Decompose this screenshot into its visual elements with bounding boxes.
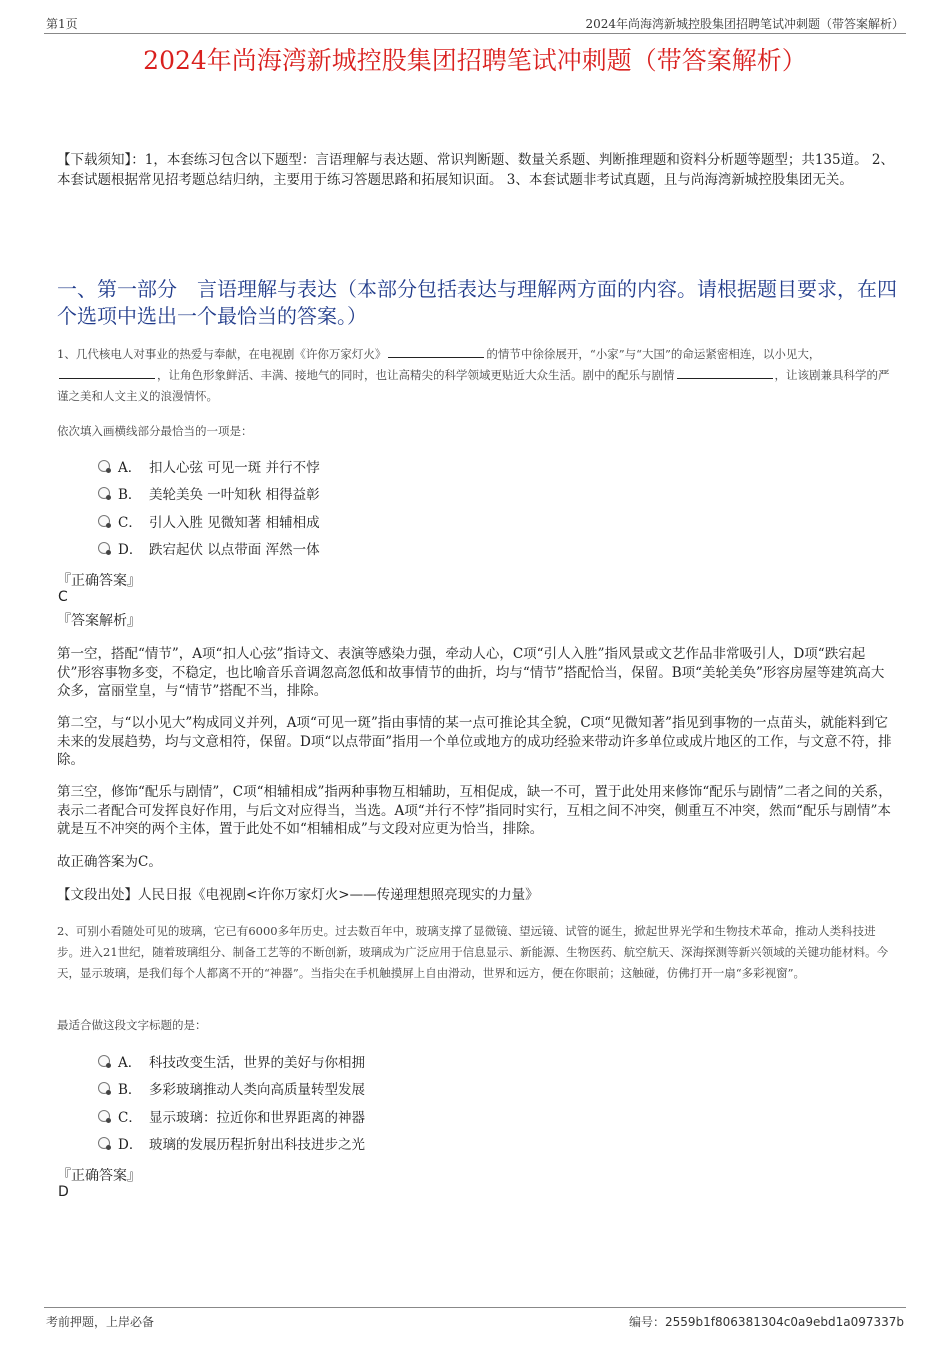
radio-icon[interactable] [98,1082,110,1094]
radio-icon[interactable] [98,460,110,472]
analysis-paragraph-3: 第三空，修饰“配乐与剧情”，C项“相辅相成”指两种事物互相辅助，互相促成，缺一不可，置于此处用来修饰“配乐与剧情”二者之间的关系，表示二者配合可发挥良好作用，与后文对应得当，当选。A项“并行不悖”指同时实行，互相之间不冲突，侧重互不冲突，然而“配乐与剧情”本就是互不冲突的两个主体，置于此处不如“相辅相成”与文段对应更为恰当，排除。 [57,784,892,837]
radio-icon[interactable] [98,1110,110,1122]
source-citation: 【文段出处】人民日报《电视剧<许你万家灯火>——传递理想照亮现实的力量》 [57,887,539,903]
radio-icon[interactable] [98,1137,110,1149]
option-letter: A． [118,1054,142,1071]
option-letter: B． [118,1082,142,1099]
option-a[interactable] [98,1047,365,1075]
radio-icon[interactable] [98,515,110,527]
option-letter: C． [118,1109,142,1126]
option-c[interactable] [98,1102,365,1130]
radio-icon[interactable] [98,542,110,554]
section-title: 一、第一部分 言语理解与表达（本部分包括表达与理解两方面的内容。请根据题目要求，在四个选项中选出一个最恰当的答案。） [57,277,897,328]
option-a[interactable] [98,452,320,480]
radio-icon[interactable] [98,487,110,499]
option-letter: D． [118,542,143,559]
option-text: 引人入胜 见微知著 相辅相成 [149,514,320,531]
option-text: 跌宕起伏 以点带面 浑然一体 [149,542,320,559]
code-value: 2559b1f806381304c0a9ebd1a097337b [665,1315,904,1329]
stem-text: 的情节中徐徐展开，“小家”与“大国”的命运紧密相连，以小见大， [486,347,821,361]
option-text: 玻璃的发展历程折射出科技进步之光 [149,1137,365,1154]
stem-text: ，让角色形象鲜活、丰满、接地气的同时，也让高精尖的科学领域更贴近大众生活。剧中的配乐与剧情 [157,368,675,382]
footer-slogan: 考前押题，上岸必备 [46,1315,155,1329]
option-text: 多彩玻璃推动人类向高质量转型发展 [149,1082,365,1099]
answer-value: C [58,589,68,605]
blank-2 [59,367,155,379]
radio-icon[interactable] [98,1055,110,1067]
document-title: 2024年尚海湾新城控股集团招聘笔试冲刺题（带答案解析） [143,46,807,75]
blank-3 [677,367,773,379]
question-2-stem: 2、可别小看随处可见的玻璃，它已有6000多年历史。过去数百年中，玻璃支撑了显微镜、望远镜、试管的诞生，掀起世界光学和生物技术革命，推动人类科技进步。进入21世纪，随着玻璃组分、制备工艺等的不断创新，玻璃成为广泛应用于信息显示、新能源、生物医药、航空航天、深海探测等新兴领域的关键功能材料。今天，显示玻璃，是我们每个人都离不开的“神器”。当指尖在手机触摸屏上自由滑动，世界和远方，便在你眼前；这触碰，仿佛打开一扇“多彩视窗”。 [57,924,889,980]
answer-value: D [58,1184,69,1200]
stem-text: ，让该剧兼具科学的严谨之美和人文主义的浪漫情怀。 [57,368,890,403]
option-letter: B． [118,487,142,504]
question-1-stem [57,344,897,407]
header-doc-title: 2024年尚海湾新城控股集团招聘笔试冲刺题（带答案解析） [585,17,904,31]
analysis-paragraph-2: 第二空，与“以小见大”构成同义并列，A项“可见一斑”指由事情的某一点可推论其全貌，C项“见微知著”指见到事物的一点苗头，就能料到它未来的发展趋势，均与文意相符，保留。D项“以点带面”指用一个单位或地方的成功经验来带动许多单位或成片地区的工作，与文意不符，排除。 [57,715,892,768]
option-b[interactable] [98,1075,365,1103]
question-1-options [98,452,320,562]
document-code [629,1313,904,1330]
question-1-prompt: 依次填入画横线部分最恰当的一项是： [57,424,253,438]
code-label: 编号： [629,1315,666,1329]
option-d[interactable] [98,535,320,563]
option-letter: A． [118,459,142,476]
page-header [44,12,906,34]
download-notice: 【下载须知】：1，本套练习包含以下题型：言语理解与表达题、常识判断题、数量关系题、判断推理题和资料分析题等题型；共135道。 2、本套试题根据常见招考题总结归纳，主要用于练习答题思路和拓展知识面。 3、本套试题非考试真题，且与尚海湾新城控股集团无关。 [57,152,894,188]
option-c[interactable] [98,507,320,535]
option-letter: C． [118,514,142,531]
option-b[interactable] [98,480,320,508]
option-letter: D． [118,1137,143,1154]
option-d[interactable] [98,1130,365,1158]
answer-label: 『正确答案』 [57,1168,141,1184]
stem-text: 1、几代核电人对事业的热爱与奉献，在电视剧《许你万家灯火》 [57,347,387,361]
blank-1 [388,346,484,358]
analysis-label: 『答案解析』 [57,613,141,629]
option-text: 美轮美奂 一叶知秋 相得益彰 [149,487,320,504]
analysis-conclusion: 故正确答案为C。 [57,854,162,870]
analysis-paragraph-1: 第一空，搭配“情节”，A项“扣人心弦”指诗文、表演等感染力强，牵动人心，C项“引人入胜”指风景或文艺作品非常吸引人，D项“跌宕起伏”形容事物多变，不稳定，也比喻音乐音调忽高忽低和故事情节的曲折，均与“情节”搭配恰当，保留。B项“美轮美奂”形容房屋等建筑高大众多，富丽堂皇，与“情节”搭配不当，排除。 [57,646,885,699]
option-text: 扣人心弦 可见一斑 并行不悖 [149,459,320,476]
question-2-options [98,1047,365,1157]
option-text: 显示玻璃：拉近你和世界距离的神器 [149,1109,365,1126]
page-footer [44,1307,906,1327]
question-2-prompt: 最适合做这段文字标题的是： [57,1018,207,1032]
option-text: 科技改变生活，世界的美好与你相拥 [149,1054,365,1071]
answer-label: 『正确答案』 [57,573,141,589]
page-number: 第1页 [46,17,78,31]
